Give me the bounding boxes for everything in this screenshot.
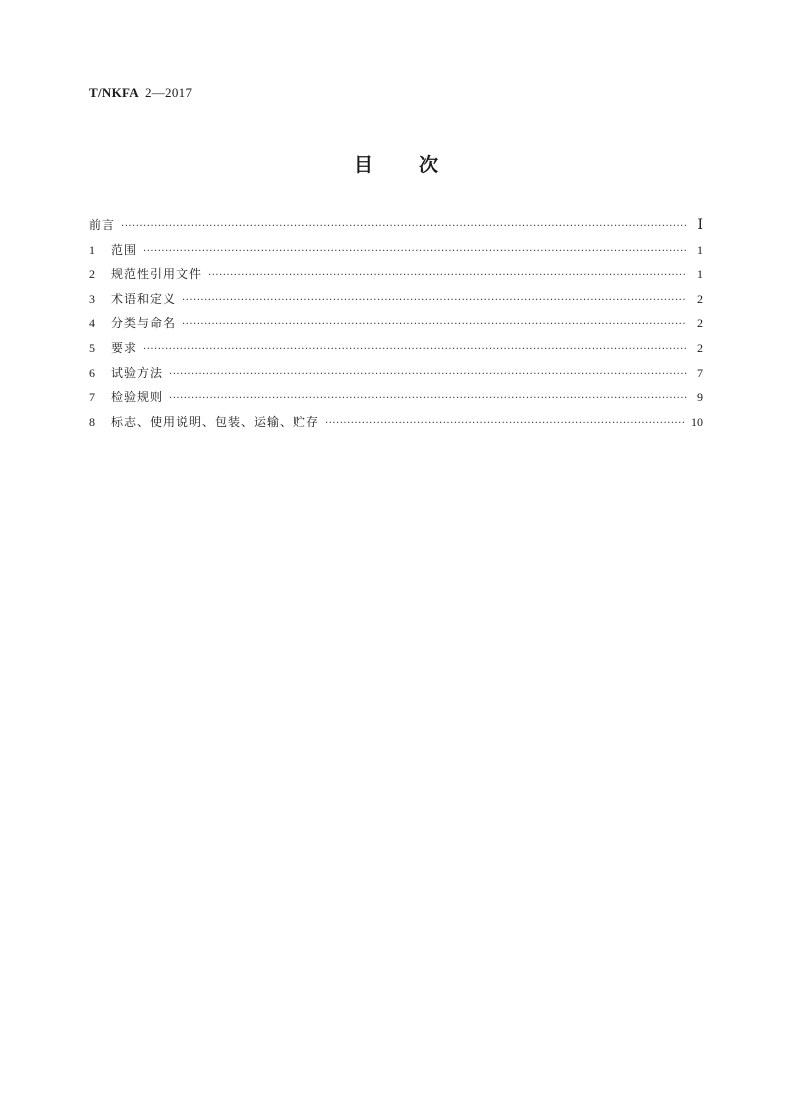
toc-number: 7 — [89, 390, 95, 405]
toc-page: 9 — [697, 390, 703, 405]
toc-entry-1[interactable] — [89, 238, 703, 263]
toc-entry-5[interactable] — [89, 336, 703, 361]
toc-leader-dots — [143, 240, 687, 265]
toc-number: 3 — [89, 291, 95, 306]
toc-label: 规范性引用文件 — [111, 267, 203, 282]
toc-number: 5 — [89, 340, 95, 355]
toc-label: 标志、使用说明、包装、运输、贮存 — [111, 414, 320, 429]
toc-label: 术语和定义 — [111, 291, 177, 306]
toc-number: 4 — [89, 316, 95, 331]
table-of-contents — [89, 213, 703, 434]
toc-leader-dots — [182, 289, 687, 314]
org-code: T/NKFA — [89, 85, 139, 100]
toc-leader-dots — [182, 313, 687, 338]
toc-label: 范围 — [111, 242, 138, 257]
toc-leader-dots — [121, 215, 687, 240]
toc-entry-4[interactable] — [89, 311, 703, 336]
toc-page: 2 — [697, 340, 703, 355]
toc-page: 2 — [697, 291, 703, 306]
doc-number: 2—2017 — [144, 85, 193, 100]
title-char-2: 次 — [419, 154, 439, 176]
toc-leader-dots — [325, 412, 685, 437]
toc-label: 分类与命名 — [111, 316, 177, 331]
toc-leader-dots — [169, 387, 687, 412]
toc-page: 10 — [691, 414, 703, 429]
toc-label: 要求 — [111, 340, 138, 355]
toc-page: 7 — [697, 365, 703, 380]
toc-leader-dots — [143, 338, 687, 363]
toc-label: 试验方法 — [111, 365, 164, 380]
toc-page: Ⅰ — [697, 218, 703, 233]
toc-number: 2 — [89, 267, 95, 282]
toc-entry-2[interactable] — [89, 262, 703, 287]
standard-code — [89, 85, 192, 101]
toc-number: 6 — [89, 365, 95, 380]
toc-entry-8[interactable] — [89, 410, 703, 435]
toc-page: 1 — [697, 267, 703, 282]
toc-label: 检验规则 — [111, 390, 164, 405]
toc-entry-3[interactable] — [89, 287, 703, 312]
title-char-1: 目 — [353, 154, 373, 176]
page-title — [0, 150, 792, 177]
toc-entry-7[interactable] — [89, 385, 703, 410]
toc-leader-dots — [169, 363, 687, 388]
toc-entry-6[interactable] — [89, 361, 703, 386]
toc-label: 前言 — [89, 218, 116, 232]
toc-page: 1 — [697, 242, 703, 257]
toc-entry-foreword[interactable] — [89, 213, 703, 238]
toc-page: 2 — [697, 316, 703, 331]
toc-number: 1 — [89, 242, 95, 257]
toc-number: 8 — [89, 414, 95, 429]
toc-leader-dots — [208, 264, 687, 289]
